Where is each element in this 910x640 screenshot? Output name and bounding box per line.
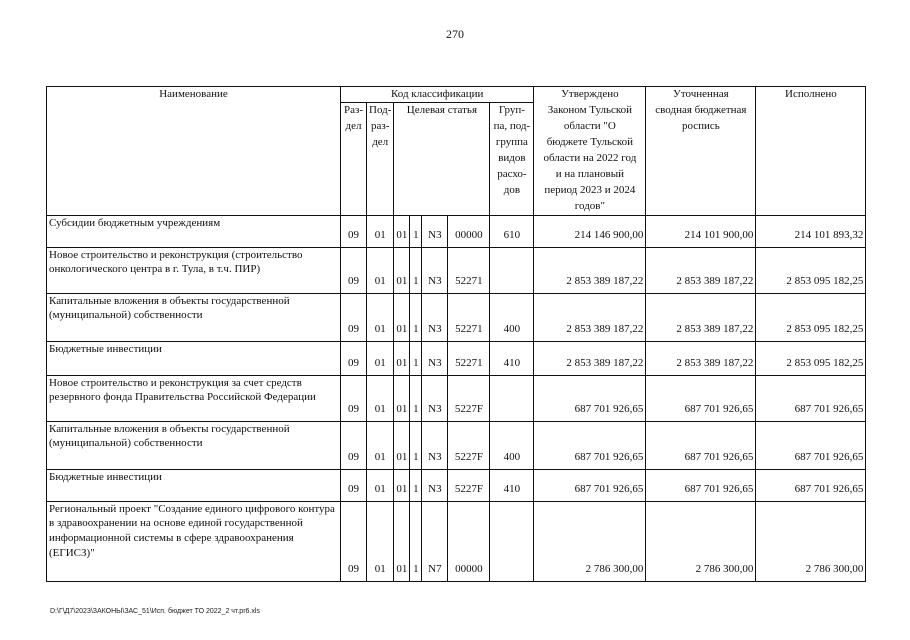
- cell-pr: 01: [367, 469, 394, 501]
- cell-c4: 00000: [448, 501, 490, 581]
- cell-pr: 01: [367, 341, 394, 375]
- cell-rz: 09: [341, 247, 367, 293]
- cell-executed: 687 701 926,65: [756, 469, 866, 501]
- header-group: Груп- па, под- группа видов расхо- дов: [490, 103, 534, 215]
- cell-c1: 01: [394, 421, 410, 469]
- table-row: [47, 215, 866, 247]
- footer-file-path: D:\Г\Д7\2023\ЗАКОНЫ\ЗАС_51\Исп. бюджет ТО 2022_2 чт.pr6.xls: [50, 608, 260, 615]
- cell-vr: 400: [490, 421, 534, 469]
- cell-c1: 01: [394, 341, 410, 375]
- table-body: [47, 215, 866, 581]
- header-subsection: Под- раз- дел: [367, 103, 394, 215]
- cell-vr: 410: [490, 469, 534, 501]
- cell-executed: 687 701 926,65: [756, 421, 866, 469]
- cell-executed: 2 786 300,00: [756, 501, 866, 581]
- cell-executed: 2 853 095 182,25: [756, 341, 866, 375]
- cell-vr: 610: [490, 215, 534, 247]
- cell-c2: 1: [410, 469, 422, 501]
- cell-pr: 01: [367, 215, 394, 247]
- cell-refined: 687 701 926,65: [646, 469, 756, 501]
- cell-c3: N3: [422, 469, 448, 501]
- cell-c4: 5227F: [448, 469, 490, 501]
- table-row: [47, 341, 866, 375]
- table-row: [47, 421, 866, 469]
- cell-name: Региональный проект "Создание единого цифрового контура в здравоохранении на основе единой государственной информационной системы в сфере здравоохранения (ЕГИСЗ)": [47, 501, 341, 581]
- table-row: [47, 375, 866, 421]
- cell-vr: [490, 247, 534, 293]
- cell-pr: 01: [367, 501, 394, 581]
- table-row: [47, 247, 866, 293]
- table-row: [47, 501, 866, 581]
- cell-approved: 214 146 900,00: [534, 215, 646, 247]
- cell-c2: 1: [410, 293, 422, 341]
- cell-name: Бюджетные инвестиции: [47, 341, 341, 375]
- cell-name: Капитальные вложения в объекты государственной (муниципальной) собственности: [47, 293, 341, 341]
- cell-approved: 687 701 926,65: [534, 421, 646, 469]
- cell-name: Новое строительство и реконструкция (строительство онкологического центра в г. Тула, в т.ч. ПИР): [47, 247, 341, 293]
- cell-c3: N3: [422, 421, 448, 469]
- cell-approved: 2 853 389 187,22: [534, 293, 646, 341]
- cell-c3: N7: [422, 501, 448, 581]
- cell-pr: 01: [367, 421, 394, 469]
- cell-vr: [490, 375, 534, 421]
- table-row: [47, 469, 866, 501]
- cell-name: Субсидии бюджетным учреждениям: [47, 215, 341, 247]
- cell-rz: 09: [341, 469, 367, 501]
- header-target-article: Целевая статья: [394, 103, 490, 215]
- cell-c2: 1: [410, 341, 422, 375]
- cell-approved: 2 853 389 187,22: [534, 247, 646, 293]
- cell-c4: 52271: [448, 341, 490, 375]
- cell-refined: 687 701 926,65: [646, 421, 756, 469]
- cell-name: Капитальные вложения в объекты государственной (муниципальной) собственности: [47, 421, 341, 469]
- cell-refined: 2 853 389 187,22: [646, 247, 756, 293]
- table-row: [47, 293, 866, 341]
- cell-c3: N3: [422, 293, 448, 341]
- cell-c4: 52271: [448, 293, 490, 341]
- cell-executed: 687 701 926,65: [756, 375, 866, 421]
- cell-c1: 01: [394, 215, 410, 247]
- cell-name: Новое строительство и реконструкция за счет средств резервного фонда Правительства Российской Федерации: [47, 375, 341, 421]
- cell-rz: 09: [341, 215, 367, 247]
- cell-refined: 687 701 926,65: [646, 375, 756, 421]
- cell-c4: 00000: [448, 215, 490, 247]
- cell-c1: 01: [394, 293, 410, 341]
- cell-c3: N3: [422, 341, 448, 375]
- cell-c2: 1: [410, 421, 422, 469]
- cell-c2: 1: [410, 215, 422, 247]
- cell-c4: 52271: [448, 247, 490, 293]
- header-refined: Уточненная сводная бюджетная роспись: [646, 87, 756, 216]
- cell-refined: 2 786 300,00: [646, 501, 756, 581]
- header-classification: Код классификации: [341, 87, 534, 103]
- cell-pr: 01: [367, 293, 394, 341]
- cell-vr: 400: [490, 293, 534, 341]
- cell-rz: 09: [341, 501, 367, 581]
- cell-refined: 2 853 389 187,22: [646, 293, 756, 341]
- header-name: Наименование: [47, 87, 341, 216]
- cell-c4: 5227F: [448, 375, 490, 421]
- cell-c1: 01: [394, 247, 410, 293]
- cell-c3: N3: [422, 215, 448, 247]
- cell-approved: 2 786 300,00: [534, 501, 646, 581]
- budget-table: [46, 86, 866, 582]
- cell-c3: N3: [422, 247, 448, 293]
- cell-refined: 2 853 389 187,22: [646, 341, 756, 375]
- cell-c1: 01: [394, 469, 410, 501]
- cell-c1: 01: [394, 375, 410, 421]
- cell-pr: 01: [367, 247, 394, 293]
- header-section: Раз- дел: [341, 103, 367, 215]
- cell-approved: 687 701 926,65: [534, 469, 646, 501]
- cell-refined: 214 101 900,00: [646, 215, 756, 247]
- page-number: 270: [446, 27, 464, 41]
- cell-rz: 09: [341, 375, 367, 421]
- cell-vr: 410: [490, 341, 534, 375]
- cell-executed: 2 853 095 182,25: [756, 247, 866, 293]
- cell-name: Бюджетные инвестиции: [47, 469, 341, 501]
- cell-rz: 09: [341, 293, 367, 341]
- cell-executed: 2 853 095 182,25: [756, 293, 866, 341]
- cell-approved: 687 701 926,65: [534, 375, 646, 421]
- cell-rz: 09: [341, 341, 367, 375]
- header-approved: Утверждено Законом Тульской области "О бюджете Тульской области на 2022 год и на плановый период 2023 и 2024 годов": [534, 87, 646, 216]
- cell-c2: 1: [410, 501, 422, 581]
- cell-executed: 214 101 893,32: [756, 215, 866, 247]
- cell-rz: 09: [341, 421, 367, 469]
- cell-approved: 2 853 389 187,22: [534, 341, 646, 375]
- cell-c2: 1: [410, 375, 422, 421]
- cell-c3: N3: [422, 375, 448, 421]
- cell-c4: 5227F: [448, 421, 490, 469]
- cell-pr: 01: [367, 375, 394, 421]
- cell-c2: 1: [410, 247, 422, 293]
- cell-vr: [490, 501, 534, 581]
- header-executed: Исполнено: [756, 87, 866, 216]
- cell-c1: 01: [394, 501, 410, 581]
